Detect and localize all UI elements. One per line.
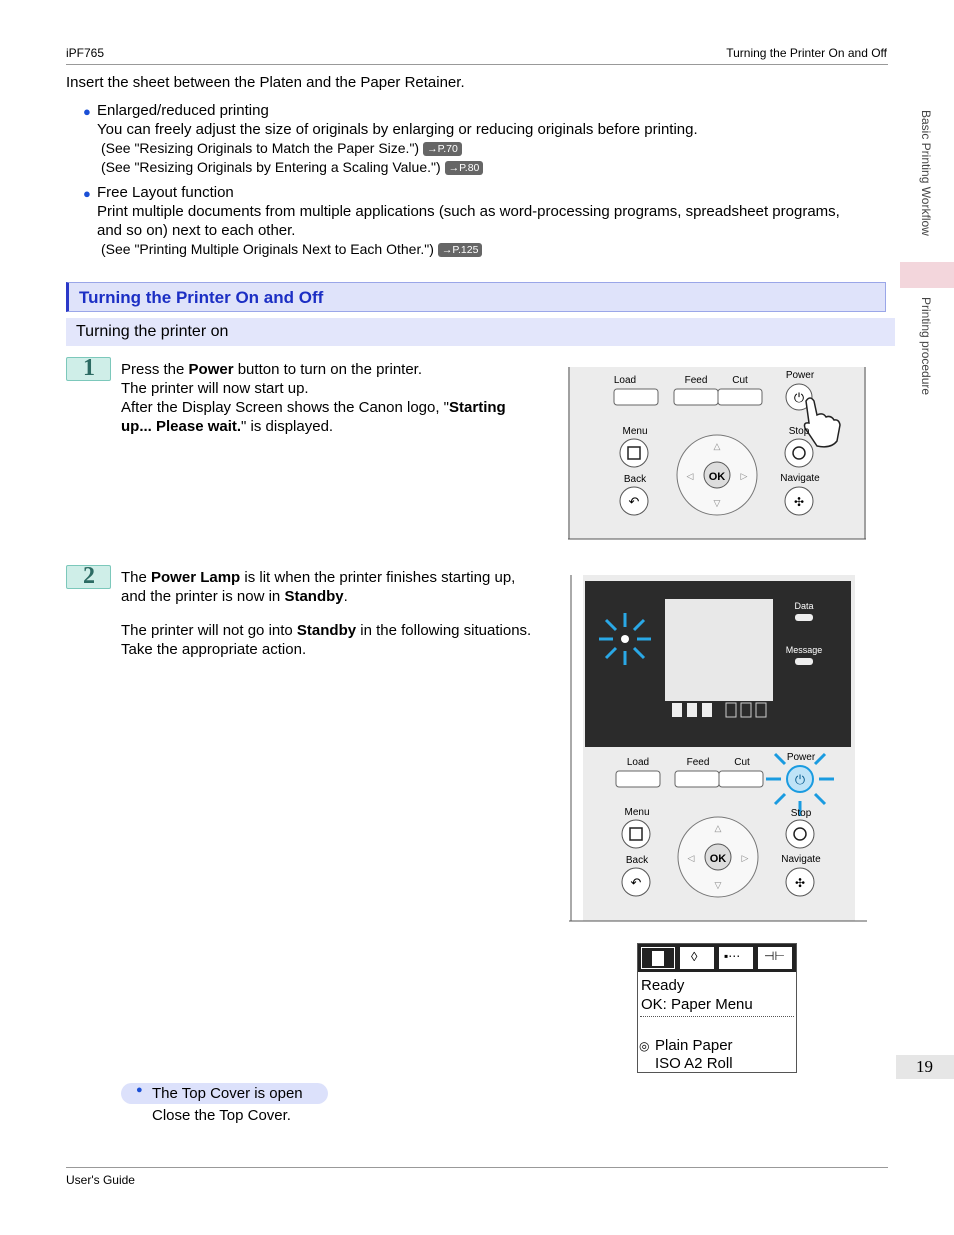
load-label: Load [626, 757, 650, 768]
footer-rule [66, 1167, 888, 1168]
cut-button [719, 771, 763, 787]
back-icon: ↶ [630, 876, 642, 891]
ok-label: OK [708, 471, 726, 483]
right-arrow-icon: ▷ [741, 853, 749, 863]
right-arrow-icon: ▷ [740, 471, 748, 481]
navigate-icon: ✣ [793, 495, 805, 509]
subsection-title: Turning the printer on [76, 323, 229, 340]
step-text: The Power Lamp is lit when the printer finishes starting up, [121, 569, 516, 586]
stop-label: Stop [790, 808, 812, 819]
bullet-icon: ● [136, 1084, 143, 1096]
lcd-display [637, 943, 797, 1073]
step-number: 2 [66, 565, 111, 589]
cut-label: Cut [734, 757, 750, 768]
step-text: Press the Power button to turn on the printer. [121, 361, 423, 378]
stop-button [785, 439, 813, 467]
bullet-body: You can freely adjust the size of originals by enlarging or reducing originals before printing. [97, 121, 698, 138]
page-link[interactable]: →P.70 [423, 142, 462, 156]
feed-button [675, 771, 719, 787]
back-label: Back [623, 474, 647, 485]
header-rule [66, 64, 888, 65]
header-product: iPF765 [66, 46, 105, 60]
cross-reference: (See "Resizing Originals by Entering a Scaling Value.") →P.80 [101, 158, 483, 177]
job-tab-icon: ▪⋯ [719, 947, 753, 969]
bullet-title: Enlarged/reduced printing [97, 102, 269, 119]
lcd-hint: OK: Paper Menu [641, 996, 753, 1013]
feed-label: Feed [686, 757, 710, 768]
load-button [614, 389, 658, 405]
up-arrow-icon: △ [713, 441, 721, 451]
back-icon: ↶ [628, 495, 640, 510]
display-screen [665, 599, 773, 701]
navigate-label: Navigate [780, 473, 820, 484]
ink-tab-icon: ◊ [680, 947, 714, 969]
bullet-body: Print multiple documents from multiple applications (such as word-processing programs, spreadsheet programs, [97, 203, 840, 220]
left-arrow-icon: ◁ [687, 853, 695, 863]
bullet-body: and so on) next to each other. [97, 222, 296, 239]
cross-reference: (See "Resizing Originals to Match the Paper Size.") →P.70 [101, 139, 462, 158]
stop-label: Stop [788, 426, 810, 437]
menu-button [622, 820, 650, 848]
cross-reference: (See "Printing Multiple Originals Next to Each Other.") →P.125 [101, 240, 482, 259]
lcd-paper-size: ISO A2 Roll [655, 1055, 733, 1072]
left-arrow-icon: ◁ [686, 471, 694, 481]
paper-tab-icon [641, 947, 675, 969]
load-label: Load [613, 375, 637, 386]
power-icon: ⏻ [794, 773, 806, 788]
down-arrow-icon: ▽ [713, 498, 721, 508]
step-number: 1 [66, 357, 111, 381]
lcd-status: Ready [641, 977, 685, 994]
data-lamp [795, 614, 813, 621]
intro-text: Insert the sheet between the Platen and the Paper Retainer. [66, 74, 465, 91]
footer-text: User's Guide [66, 1173, 135, 1187]
down-arrow-icon: ▽ [714, 880, 722, 890]
section-heading [66, 282, 886, 312]
step-text: The printer will now start up. [121, 380, 309, 397]
power-lamp-glow-icon [621, 635, 629, 643]
bullet-icon: ● [83, 104, 91, 119]
load-button [616, 771, 660, 787]
message-lamp [795, 658, 813, 665]
header-chapter: Turning the Printer On and Off [726, 46, 887, 60]
lcd-tab-bar [638, 944, 796, 972]
step-text: The printer will not go into Standby in the following situations. [121, 622, 532, 639]
page-number: 19 [916, 1057, 933, 1076]
feed-label: Feed [684, 375, 708, 386]
navigate-label: Navigate [781, 854, 821, 865]
sidebar-tab-procedure[interactable]: Printing procedure [919, 297, 933, 396]
stop-button [786, 820, 814, 848]
page-link[interactable]: →P.80 [445, 161, 484, 175]
power-icon: ⏻ [793, 391, 805, 406]
menu-button [620, 439, 648, 467]
callout-title: The Top Cover is open [152, 1085, 303, 1102]
sidebar-tab-workflow[interactable]: Basic Printing Workflow [919, 110, 933, 236]
control-panel-illustration [568, 367, 868, 543]
bullet-icon: ● [83, 186, 91, 201]
step-text: Take the appropriate action. [121, 641, 307, 658]
roll-icon: ◎ [639, 1039, 650, 1053]
lcd-media-type: Plain Paper [655, 1037, 733, 1054]
menu-label: Menu [624, 807, 650, 818]
feed-button [674, 389, 718, 405]
power-label: Power [786, 752, 816, 763]
settings-tab-icon: ⊣⊢ [758, 947, 792, 969]
cut-button [718, 389, 762, 405]
data-label: Data [794, 601, 814, 611]
situation-callout [121, 1083, 328, 1104]
step-text: up... Please wait." is displayed. [121, 418, 334, 435]
page-number-box [896, 1055, 954, 1079]
step-text: and the printer is now in Standby. [121, 588, 348, 605]
up-arrow-icon: △ [714, 823, 722, 833]
subsection-heading [66, 318, 895, 346]
ok-label: OK [709, 853, 727, 865]
bullet-title: Free Layout function [97, 184, 234, 201]
step-text: After the Display Screen shows the Canon logo, "Starting [121, 399, 506, 416]
page-link[interactable]: →P.125 [438, 243, 483, 257]
lcd-divider [640, 1016, 794, 1017]
back-label: Back [625, 855, 649, 866]
control-panel-illustration [569, 575, 869, 923]
section-title: Turning the Printer On and Off [79, 288, 324, 307]
message-label: Message [785, 645, 823, 655]
navigate-icon: ✣ [794, 876, 806, 890]
cut-label: Cut [732, 375, 748, 386]
callout-action: Close the Top Cover. [152, 1107, 291, 1124]
power-label: Power [785, 370, 815, 381]
sidebar-current-marker [900, 262, 954, 288]
menu-label: Menu [622, 426, 648, 437]
